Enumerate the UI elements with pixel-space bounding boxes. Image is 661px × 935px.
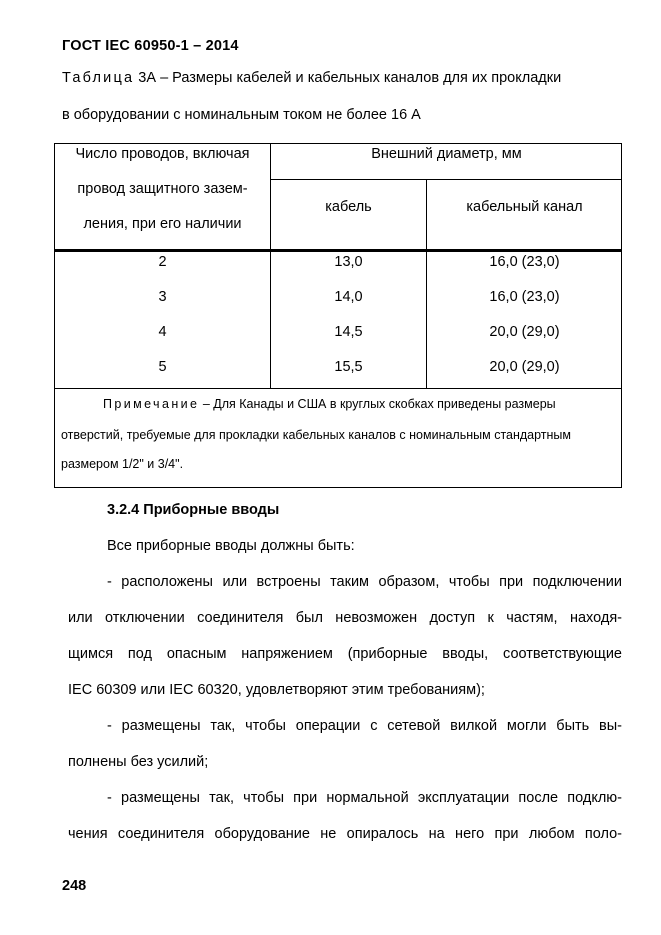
- table-caption-title: – Размеры кабелей и кабельных каналов для их прокладки: [156, 70, 562, 86]
- table-note-top-rule: [55, 388, 621, 389]
- col1-header-line-2: провод защитного зазем-: [77, 181, 248, 197]
- section-heading: 3.2.4 Приборные вводы: [107, 502, 280, 518]
- table-caption-line-2: в оборудовании с номинальным током не более 16 А: [62, 107, 421, 123]
- table-note-label: Примечание: [103, 397, 200, 411]
- list-item-1-line-3: щимся под опасным напряжением (приборные вводы, соответствующие: [68, 646, 622, 662]
- table-note-line-2: отверстий, требуемые для прокладки кабельных каналов с номинальным стандартным: [61, 428, 572, 442]
- section-intro: Все приборные вводы должны быть:: [107, 538, 355, 554]
- table-caption-line-1: [62, 70, 561, 86]
- cable-sizes-table: [54, 143, 622, 488]
- table-caption-number: 3А: [138, 70, 157, 86]
- table-cell-wires: 4: [158, 324, 167, 340]
- standard-code-header: ГОСТ IEC 60950-1 – 2014: [62, 38, 239, 54]
- table-cell-channel: 16,0 (23,0): [489, 289, 560, 305]
- page-number: 248: [62, 878, 87, 894]
- table-divider-group-header: [270, 179, 622, 180]
- col1-header-line-1: Число проводов, включая: [75, 146, 250, 162]
- list-item-3-line-1: - размещены так, чтобы при нормальной эксплуатации после подклю-: [107, 790, 622, 806]
- table-cell-cable: 14,5: [334, 324, 363, 340]
- table-cell-cable: 14,0: [334, 289, 363, 305]
- list-item-1-line-1: - расположены или встроены таким образом, чтобы при подключении: [107, 574, 622, 590]
- table-cell-channel: 20,0 (29,0): [489, 324, 560, 340]
- table-header-bottom-rule: [55, 249, 621, 252]
- table-note-line-3: размером 1/2" и 3/4".: [61, 457, 184, 471]
- table-cell-channel: 20,0 (29,0): [489, 359, 560, 375]
- channel-column-header: кабельный канал: [466, 199, 583, 215]
- table-cell-cable: 15,5: [334, 359, 363, 375]
- table-cell-wires: 2: [158, 254, 167, 270]
- list-item-2-line-2: полнены без усилий;: [68, 754, 209, 770]
- col1-header-line-3: ления, при его наличии: [83, 216, 242, 232]
- table-note-line-1: [103, 397, 556, 411]
- table-cell-channel: 16,0 (23,0): [489, 254, 560, 270]
- list-item-1-line-4: IEC 60309 или IEC 60320, удовлетворяют этим требованиям);: [68, 682, 485, 698]
- table-cell-cable: 13,0: [334, 254, 363, 270]
- cable-column-header: кабель: [325, 199, 372, 215]
- outer-diameter-group-header: Внешний диаметр, мм: [371, 146, 522, 162]
- table-note-text: – Для Канады и США в круглых скобках приведены размеры: [199, 397, 556, 411]
- table-caption-label: Таблица: [62, 70, 135, 86]
- table-cell-wires: 5: [158, 359, 167, 375]
- list-item-2-line-1: - размещены так, чтобы операции с сетевой вилкой могли быть вы-: [107, 718, 622, 734]
- table-cell-wires: 3: [158, 289, 167, 305]
- list-item-3-line-2: чения соединителя оборудование не опиралось на него при любом поло-: [68, 826, 622, 842]
- list-item-1-line-2: или отключении соединителя был невозможен доступ к частям, находя-: [68, 610, 622, 626]
